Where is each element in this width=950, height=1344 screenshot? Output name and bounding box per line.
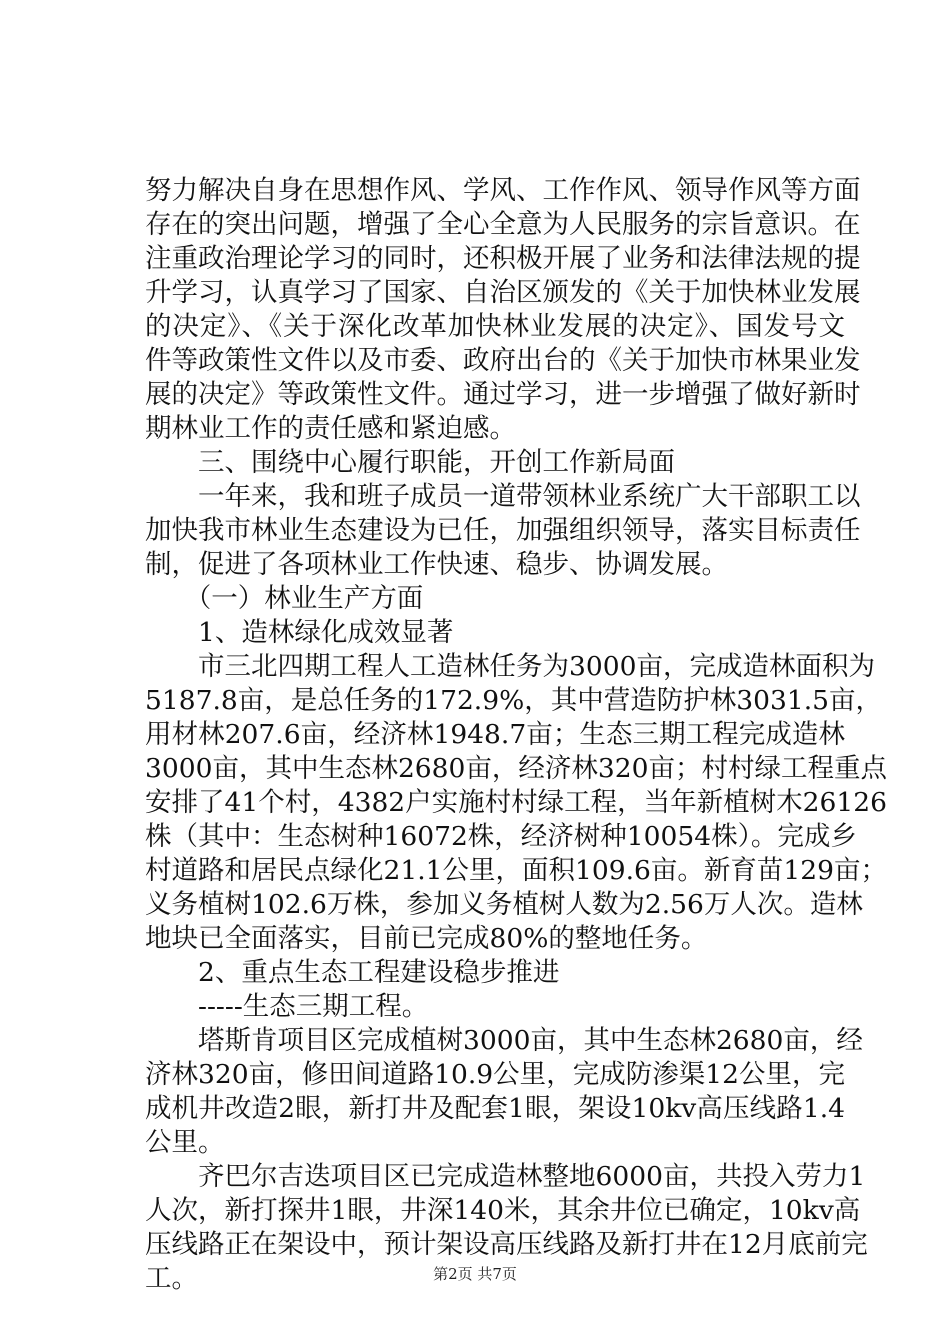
body-line: 5187.8亩，是总任务的172.9%，其中营造防护林3031.5亩， — [145, 685, 882, 716]
body-line: 3000亩，其中生态林2680亩，经济林320亩；村村绿工程重点 — [145, 753, 887, 784]
body-line: 用材林207.6亩，经济林1948.7亩；生态三期工程完成造林 — [145, 719, 845, 750]
subsection-heading: 2、重点生态工程建设稳步推进 — [145, 957, 560, 988]
subsection-heading: -----生态三期工程。 — [145, 991, 429, 1022]
body-line: 塔斯肯项目区完成植树3000亩，其中生态林2680亩，经 — [145, 1025, 863, 1056]
subsection-heading: 1、造林绿化成效显著 — [145, 617, 454, 648]
body-line: 件等政策性文件以及市委、政府出台的《关于加快市林果业发 — [145, 345, 861, 376]
body-line: 村道路和居民点绿化21.1公里，面积109.6亩。新育苗129亩； — [145, 855, 887, 886]
body-line: 升学习，认真学习了国家、自治区颁发的《关于加快林业发展 — [145, 277, 861, 308]
body-line: 义务植树102.6万株，参加义务植树人数为2.56万人次。造林 — [145, 889, 863, 920]
body-line: 存在的突出问题，增强了全心全意为人民服务的宗旨意识。在 — [145, 209, 861, 240]
body-line: 株（其中：生态树种16072株，经济树种10054株）。完成乡 — [145, 821, 857, 852]
body-line: 安排了41个村，4382户实施村村绿工程，当年新植树木26126 — [145, 787, 887, 818]
body-line: 努力解决自身在思想作风、学风、工作作风、领导作风等方面 — [145, 175, 861, 206]
body-line: 期林业工作的责任感和紧迫感。 — [145, 413, 516, 444]
body-line: 的决定》、《关于深化改革加快林业发展的决定》、国发号文 — [145, 311, 845, 342]
page-number-footer: 第2页 共7页 — [433, 1265, 517, 1283]
body-line: 制，促进了各项林业工作快速、稳步、协调发展。 — [145, 549, 728, 580]
body-line: 加快我市林业生态建设为已任，加强组织领导，落实目标责任 — [145, 515, 861, 546]
body-line: 公里。 — [145, 1127, 225, 1158]
body-line: 压线路正在架设中，预计架设高压线路及新打井在12月底前完 — [145, 1229, 868, 1260]
body-line: 齐巴尔吉迭项目区已完成造林整地6000亩，共投入劳力1 — [145, 1161, 866, 1192]
body-line: 地块已全面落实，目前已完成80%的整地任务。 — [145, 923, 708, 954]
body-line: 成机井改造2眼，新打井及配套1眼，架设10kv高压线路1.4 — [145, 1093, 845, 1124]
subsection-heading: （一）林业生产方面 — [145, 583, 424, 614]
body-line: 人次，新打探井1眼，井深140米，其余井位已确定，10kv高 — [145, 1195, 861, 1226]
body-line: 市三北四期工程人工造林任务为3000亩，完成造林面积为 — [145, 651, 875, 682]
body-line: 工。 — [145, 1263, 198, 1294]
body-line: 展的决定》等政策性文件。通过学习，进一步增强了做好新时 — [145, 379, 861, 410]
body-line: 注重政治理论学习的同时，还积极开展了业务和法律法规的提 — [145, 243, 861, 274]
body-line: 一年来，我和班子成员一道带领林业系统广大干部职工以 — [145, 481, 861, 512]
body-line: 济林320亩，修田间道路10.9公里，完成防渗渠12公里，完 — [145, 1059, 845, 1090]
section-heading: 三、围绕中心履行职能，开创工作新局面 — [145, 447, 675, 478]
